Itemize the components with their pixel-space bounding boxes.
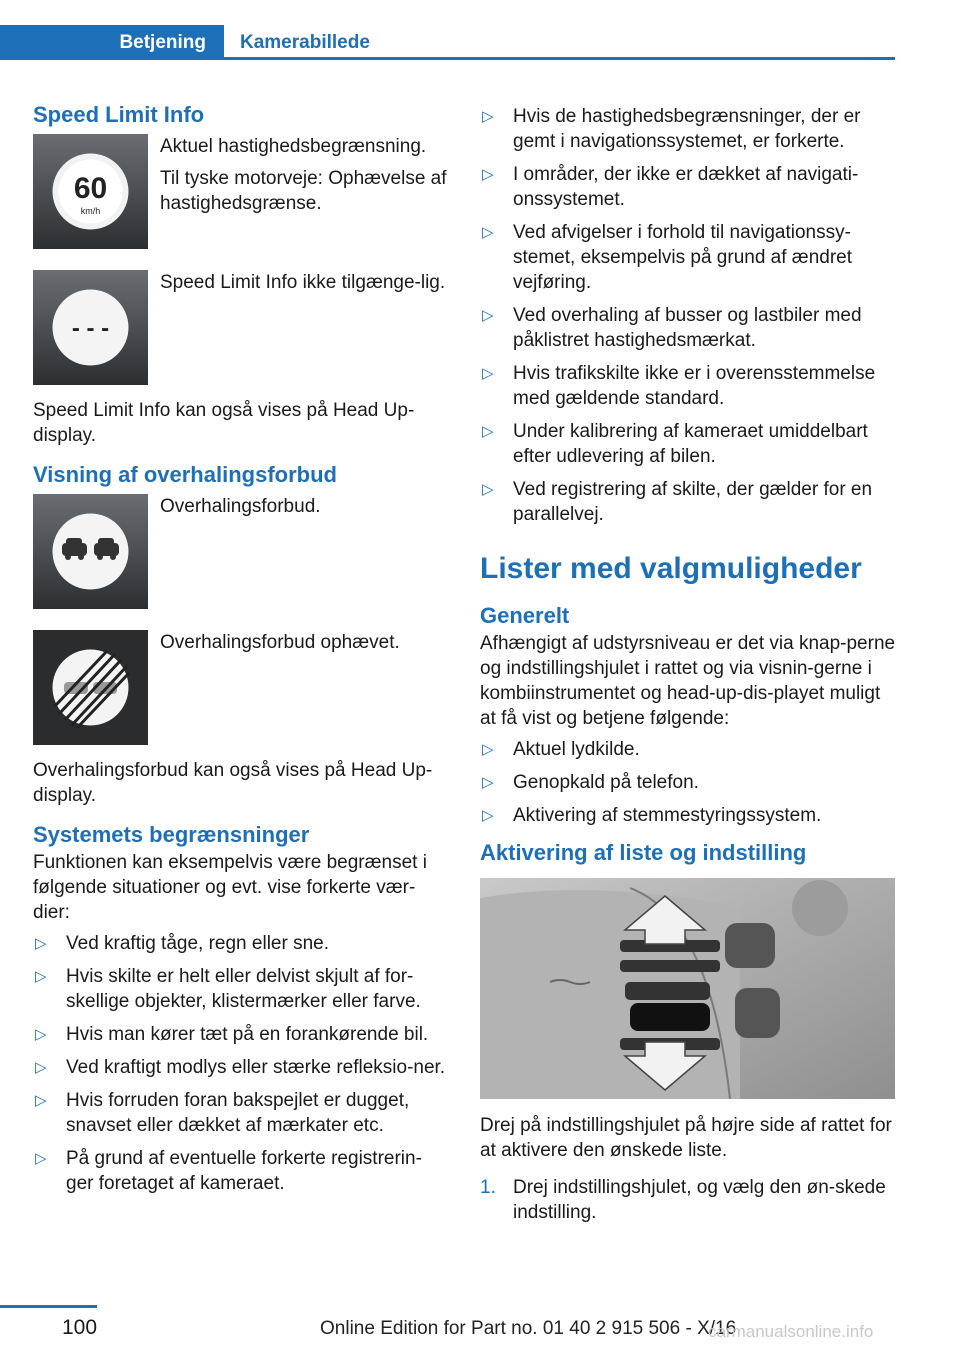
- text-activate: Drej på indstillingshjulet på højre side af rattet for at aktivere den ønskede liste.: [480, 1115, 892, 1161]
- tab-betjening[interactable]: Betjening: [0, 25, 224, 60]
- right-column: [480, 104, 896, 1225]
- list-item: 1. Drej indstillingshjulet, og vælg den øn‐skede indstilling.: [480, 1177, 886, 1223]
- list-item: ▷ Genopkald på telefon.: [482, 772, 699, 793]
- footer-edition: Online Edition for Part no. 01 40 2 915 506 - X/16: [320, 1318, 737, 1339]
- list-item: ▷ Under kalibrering af kameraet umiddelbart efter udlevering af bilen.: [482, 421, 868, 467]
- triangle-bullet-icon: ▷: [482, 108, 494, 125]
- page-number: 100: [62, 1316, 98, 1339]
- list-item: ▷ Hvis skilte er helt eller delvist skjult af for‐skellige objekter, klistermærker eller farve.: [35, 966, 421, 1012]
- list-item: ▷ På grund af eventuelle forkerte registrerin‐ger foretaget af kameraet.: [35, 1148, 422, 1194]
- text-no-overtaking: Overhalingsforbud.: [160, 496, 321, 517]
- text-unavailable: Speed Limit Info ikke tilgænge‐lig.: [160, 272, 446, 293]
- heading-activate-list: Aktivering af liste og indstilling: [480, 840, 807, 865]
- heading-general: Generelt: [480, 603, 570, 628]
- triangle-bullet-icon: ▷: [482, 307, 494, 324]
- list-item: ▷ Ved kraftig tåge, regn eller sne.: [35, 933, 329, 954]
- limits-list-left: [33, 931, 448, 1196]
- step-number: 1.: [480, 1177, 496, 1198]
- triangle-bullet-icon: ▷: [482, 807, 494, 824]
- list-item: ▷ Hvis man kører tæt på en forankørende bil.: [35, 1024, 429, 1045]
- triangle-bullet-icon: ▷: [482, 224, 494, 241]
- heading-speed-limit-info: Speed Limit Info: [33, 102, 205, 127]
- sign-speed-unit: km/h: [80, 206, 101, 216]
- sign-row-unavailable: [33, 270, 448, 385]
- functions-list: [480, 737, 896, 828]
- limits-list-right: [480, 104, 896, 527]
- list-item: ▷ I områder, der ikke er dækket af navigati‐onssystemet.: [482, 164, 859, 210]
- header-rule: [0, 57, 895, 60]
- sign-row-speed-60: [33, 134, 448, 249]
- text-hud-speed: Speed Limit Info kan også vises på Head Up-display.: [33, 400, 415, 446]
- text-german-motorway: Til tyske motorveje: Ophævelse af hastighedsgrænse.: [160, 168, 447, 214]
- triangle-bullet-icon: ▷: [482, 481, 494, 498]
- text-current-limit: Aktuel hastighedsbegrænsning.: [160, 136, 427, 157]
- steering-wheel-thumbwheel-image: [480, 878, 895, 1099]
- heading-system-limits: Systemets begrænsninger: [33, 822, 310, 847]
- watermark: carmanualsonline.info: [708, 1322, 874, 1341]
- list-item: ▷ Hvis forruden foran bakspejlet er dugget, snavset eller dækket af mærkater etc.: [35, 1090, 410, 1136]
- triangle-bullet-icon: ▷: [35, 1059, 47, 1076]
- list-item: ▷ Hvis trafikskilte ikke er i overensstemmelse med gældende standard.: [482, 363, 876, 409]
- triangle-bullet-icon: ▷: [35, 1150, 47, 1167]
- triangle-bullet-icon: ▷: [482, 741, 494, 758]
- triangle-bullet-icon: ▷: [482, 365, 494, 382]
- speed-limit-unavailable-sign-image: [33, 270, 148, 385]
- list-item: ▷ Aktuel lydkilde.: [482, 739, 640, 760]
- sign-speed-number: 60: [73, 172, 108, 205]
- heading-lists: Lister med valgmuligheder: [480, 552, 862, 585]
- triangle-bullet-icon: ▷: [35, 1026, 47, 1043]
- list-item: ▷ Ved overhaling af busser og lastbiler med påklistret hastighedsmærkat.: [482, 305, 862, 351]
- triangle-bullet-icon: ▷: [35, 935, 47, 952]
- list-item: ▷ Aktivering af stemmestyringssystem.: [482, 805, 822, 826]
- left-column: [33, 100, 448, 1204]
- text-overtaking-lifted: Overhalingsforbud ophævet.: [160, 632, 400, 653]
- list-item: ▷ Ved afvigelser i forhold til navigationssy‐stemet, eksempelvis på grund af ændret vejføring.: [482, 222, 853, 293]
- triangle-bullet-icon: ▷: [482, 423, 494, 440]
- sign-row-overtaking-lifted: [33, 630, 448, 745]
- text-limits-intro: Funktionen kan eksempelvis være begrænset i følgende situationer og evt. vise forkerte vær‐dier:: [33, 852, 427, 923]
- text-general: Afhængigt af udstyrsniveau er det via knap‐perne og indstillingshjulet i rattet og via visnin‐gerne i kombiinstrumentet og head-up-dis‐playet muligt at få vist og betjene følgende:: [480, 633, 896, 729]
- list-item: ▷ Ved registrering af skilte, der gælder for en parallelvej.: [482, 479, 873, 525]
- heading-overtaking: Visning af overhalingsforbud: [33, 462, 337, 487]
- sign-dashes: - - -: [71, 315, 110, 342]
- triangle-bullet-icon: ▷: [35, 968, 47, 985]
- triangle-bullet-icon: ▷: [35, 1092, 47, 1109]
- footer-rule: [0, 1305, 97, 1308]
- overtaking-ban-lifted-sign-image: [33, 630, 148, 745]
- text-hud-overtaking: Overhalingsforbud kan også vises på Head Up-display.: [33, 760, 433, 806]
- steps-list: [480, 1175, 896, 1225]
- speed-limit-60-sign-image: [33, 134, 148, 249]
- sign-row-no-overtaking: [33, 494, 448, 609]
- triangle-bullet-icon: ▷: [482, 166, 494, 183]
- tab-kamerabillede[interactable]: Kamerabillede: [240, 31, 370, 53]
- no-overtaking-sign-image: [33, 494, 148, 609]
- header-bar: [0, 25, 895, 60]
- list-item: ▷ Ved kraftigt modlys eller stærke refleksio‐ner.: [35, 1057, 446, 1078]
- list-item: ▷ Hvis de hastighedsbegrænsninger, der er gemt i navigationssystemet, er forkerte.: [482, 106, 861, 152]
- triangle-bullet-icon: ▷: [482, 774, 494, 791]
